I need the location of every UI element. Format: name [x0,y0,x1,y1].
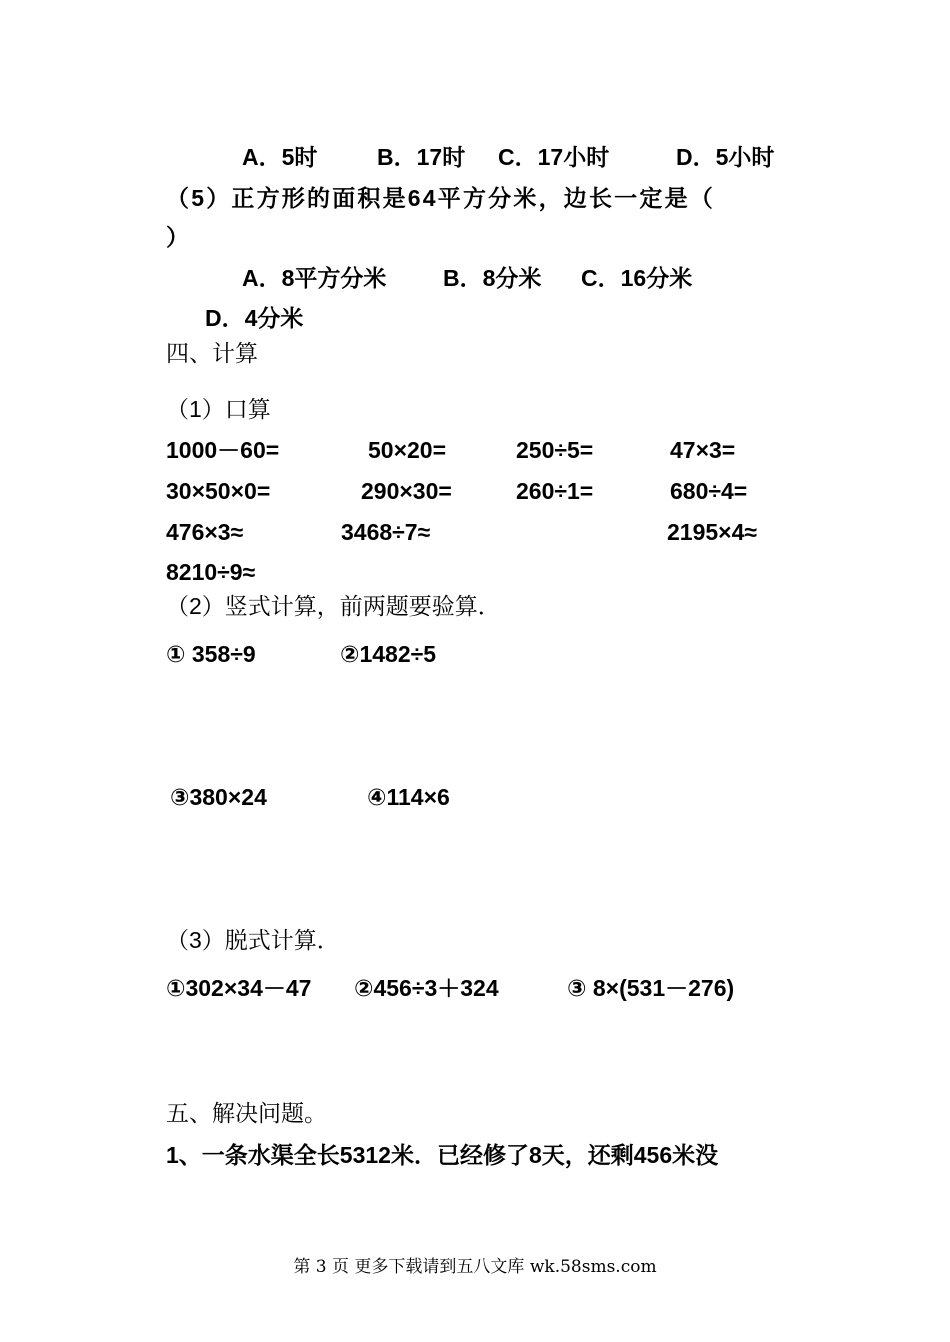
oral-item: 50×20= [368,437,447,463]
q5-option-c: C．16分米 [581,265,693,291]
stepwise-item: ①302×34－47 [166,975,312,1001]
stepwise-item: ③ 8×(531－276) [567,975,735,1001]
q4-option-b: B．17时 [377,144,466,170]
section5-title: 五、解决问题。 [166,1100,327,1126]
page-footer: 第 3 页 更多下载请到五八文库 wk.58sms.com [293,1257,657,1277]
q5-stem-line2: ） [166,224,189,250]
q4-option-c: C．17小时 [498,144,610,170]
q4-option-a: A．5时 [242,144,318,170]
q5-option-a: A．8平方分米 [242,265,387,291]
oral-item: 30×50×0= [166,478,271,504]
oral-item: 3468÷7≈ [341,519,431,545]
oral-item: 476×3≈ [166,519,244,545]
section4-title: 四、计算 [166,340,258,366]
oral-heading: （1）口算 [166,396,271,422]
q4-option-d: D．5小时 [676,144,775,170]
oral-item: 1000－60= [166,437,280,463]
q5-option-d: D．4分米 [205,305,304,331]
stepwise-heading: （3）脱式计算． [166,927,340,953]
oral-item: 47×3= [670,437,736,463]
vertical-heading: （2）竖式计算，前两题要验算． [166,593,501,619]
q5-stem-line1: （5）正方形的面积是64平方分米，边长一定是（ [166,185,715,211]
oral-item: 8210÷9≈ [166,559,256,585]
oral-item: 250÷5= [516,437,594,463]
q5-option-b: B．8分米 [443,265,542,291]
oral-item: 260÷1= [516,478,594,504]
vertical-item: ②1482÷5 [340,641,437,667]
stepwise-item: ②456÷3＋324 [354,975,499,1001]
oral-item: 2195×4≈ [667,519,758,545]
problem-1-text: 1、一条水渠全长5312米．已经修了8天，还剩456米没 [166,1142,719,1168]
oral-item: 680÷4= [670,478,748,504]
vertical-item: ① 358÷9 [166,641,256,667]
oral-item: 290×30= [361,478,452,504]
vertical-item: ③380×24 [170,784,267,810]
vertical-item: ④114×6 [367,784,450,810]
